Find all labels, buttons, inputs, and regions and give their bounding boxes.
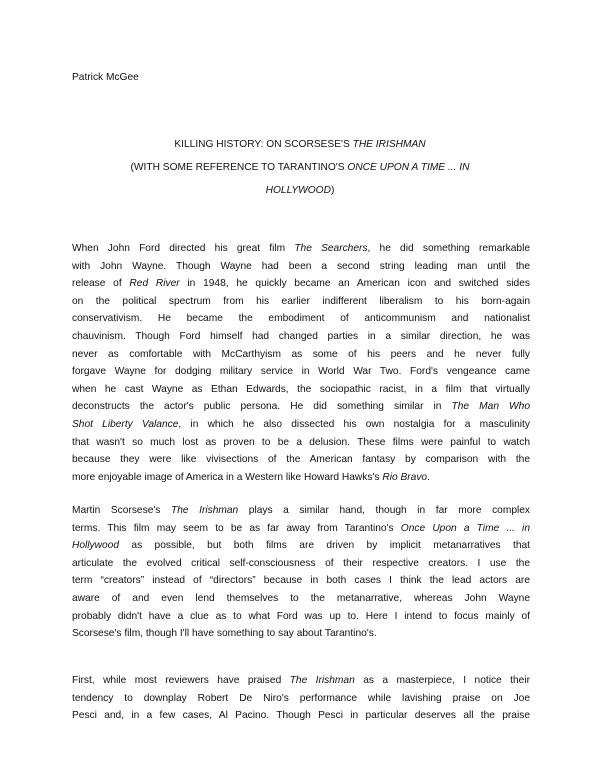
text-run: in 1948, he quickly became an American icon and switched sides [179, 278, 530, 290]
paragraph-2 [72, 502, 530, 643]
text-run: First, while most reviewers have praised [72, 675, 290, 686]
title-line-1-italic: THE IRISHMAN [352, 139, 426, 150]
text-line [72, 398, 530, 416]
text-line [72, 555, 530, 573]
text-line [72, 572, 530, 590]
title-line-3 [60, 185, 540, 196]
text-line [72, 240, 530, 258]
text-run: because they were like vivisections of the American fantasy by comparison with the [72, 454, 530, 466]
text-line [72, 363, 530, 381]
text-line [72, 625, 530, 643]
title-line-1 [60, 139, 540, 150]
italic-title: The Irishman [289, 675, 355, 686]
text-run: when he cast Wayne as Ethan Edwards, the sociopathic racist, in a film that virtually [72, 383, 530, 395]
text-line [72, 451, 530, 469]
text-line [72, 672, 530, 690]
title-line-2 [60, 162, 540, 173]
text-line [72, 608, 530, 626]
author-name: Patrick McGee [72, 72, 139, 83]
text-line [72, 434, 530, 452]
text-line [72, 293, 530, 311]
italic-title: Once Upon a Time ... in [400, 522, 530, 534]
text-line [72, 707, 530, 725]
italic-title: Shot Liberty Valance [72, 418, 179, 430]
italic-title: Red River [129, 278, 180, 290]
text-run: on the political spectrum from his earlier indifferent liberalism to his born-again [72, 295, 530, 307]
text-line [72, 381, 530, 399]
italic-title: The Man Who [451, 401, 530, 413]
title-line-3-text: ) [330, 185, 335, 196]
text-run: chauvinism. Though Ford himself had changed parties in a similar direction, he was [72, 330, 530, 342]
text-run: tendency to downplay Robert De Niro's performance while lavishing praise on Joe [72, 692, 530, 704]
text-run: plays a similar hand, though in far more complex [238, 505, 530, 516]
text-run: articulate the evolved critical self-consciousness of their respective creators. I use the [72, 557, 530, 569]
text-run: . [427, 471, 430, 483]
text-run: never as comfortable with McCarthyism as some of his peers and he never fully [72, 348, 530, 360]
text-run: Scorsese's film, though I'll have something to say about Tarantino's. [72, 628, 377, 640]
text-line [72, 469, 530, 487]
italic-title: The Searchers [294, 243, 368, 254]
text-line [72, 310, 530, 328]
text-line [72, 416, 530, 434]
paragraph-3 [72, 672, 530, 725]
text-run: that wasn't so much lost as proven to be a delusion. These films were painful to watch [72, 436, 530, 448]
text-line [72, 520, 530, 538]
text-line [72, 690, 530, 708]
text-run: conservativism. He became the embodiment of anticommunism and nationalist [72, 313, 530, 325]
text-run: When John Ford directed his great film [72, 243, 295, 254]
text-run: deconstructs the actor's public persona. He did something similar in [72, 401, 452, 413]
italic-title: Hollywood [72, 540, 119, 552]
text-line [72, 346, 530, 364]
text-line [72, 258, 530, 276]
text-run: Martin Scorsese's [72, 505, 171, 516]
text-run: aware of and even lend themselves to the metanarrative, whereas John Wayne [72, 592, 530, 604]
title-line-3-italic: HOLLYWOOD [265, 185, 331, 196]
text-run: , in which he also dissected his own nostalgia for a masculinity [178, 418, 530, 430]
text-run: more enjoyable image of America in a Western like Howard Hawks's [72, 471, 383, 483]
text-run: forgave Wayne for dodging military service in World War Two. Ford's vengeance came [72, 366, 530, 378]
text-line [72, 328, 530, 346]
text-line [72, 275, 530, 293]
title-line-1-text: KILLING HISTORY: ON SCORSESE'S [174, 139, 353, 150]
text-line [72, 502, 530, 520]
text-run: , he did something remarkable [367, 243, 530, 254]
text-run: term “creators” instead of “directors” because in both cases I think the lead actors are [72, 575, 530, 587]
text-run: terms. This film may seem to be as far away from Tarantino's [72, 522, 401, 534]
paragraph-1 [72, 240, 530, 486]
italic-title: The Irishman [171, 505, 239, 516]
text-line [72, 590, 530, 608]
text-run: release of [72, 278, 130, 290]
text-run: as a masterpiece, I notice their [354, 675, 530, 686]
title-line-2-text: (WITH SOME REFERENCE TO TARANTINO'S [130, 162, 348, 173]
text-run: probably didn't have a clue as to what Ford was up to. Here I intend to focus mainly of [72, 610, 530, 622]
text-run: Pesci and, in a few cases, Al Pacino. Though Pesci in particular deserves all the praise [72, 710, 530, 722]
italic-title: Rio Bravo [382, 471, 428, 483]
text-line [72, 537, 530, 555]
text-run: as possible, but both films are driven by implicit metanarratives that [119, 540, 530, 552]
text-run: with John Wayne. Though Wayne had been a second string leading man until the [72, 260, 530, 272]
title-line-2-italic: ONCE UPON A TIME ... IN [347, 162, 470, 173]
